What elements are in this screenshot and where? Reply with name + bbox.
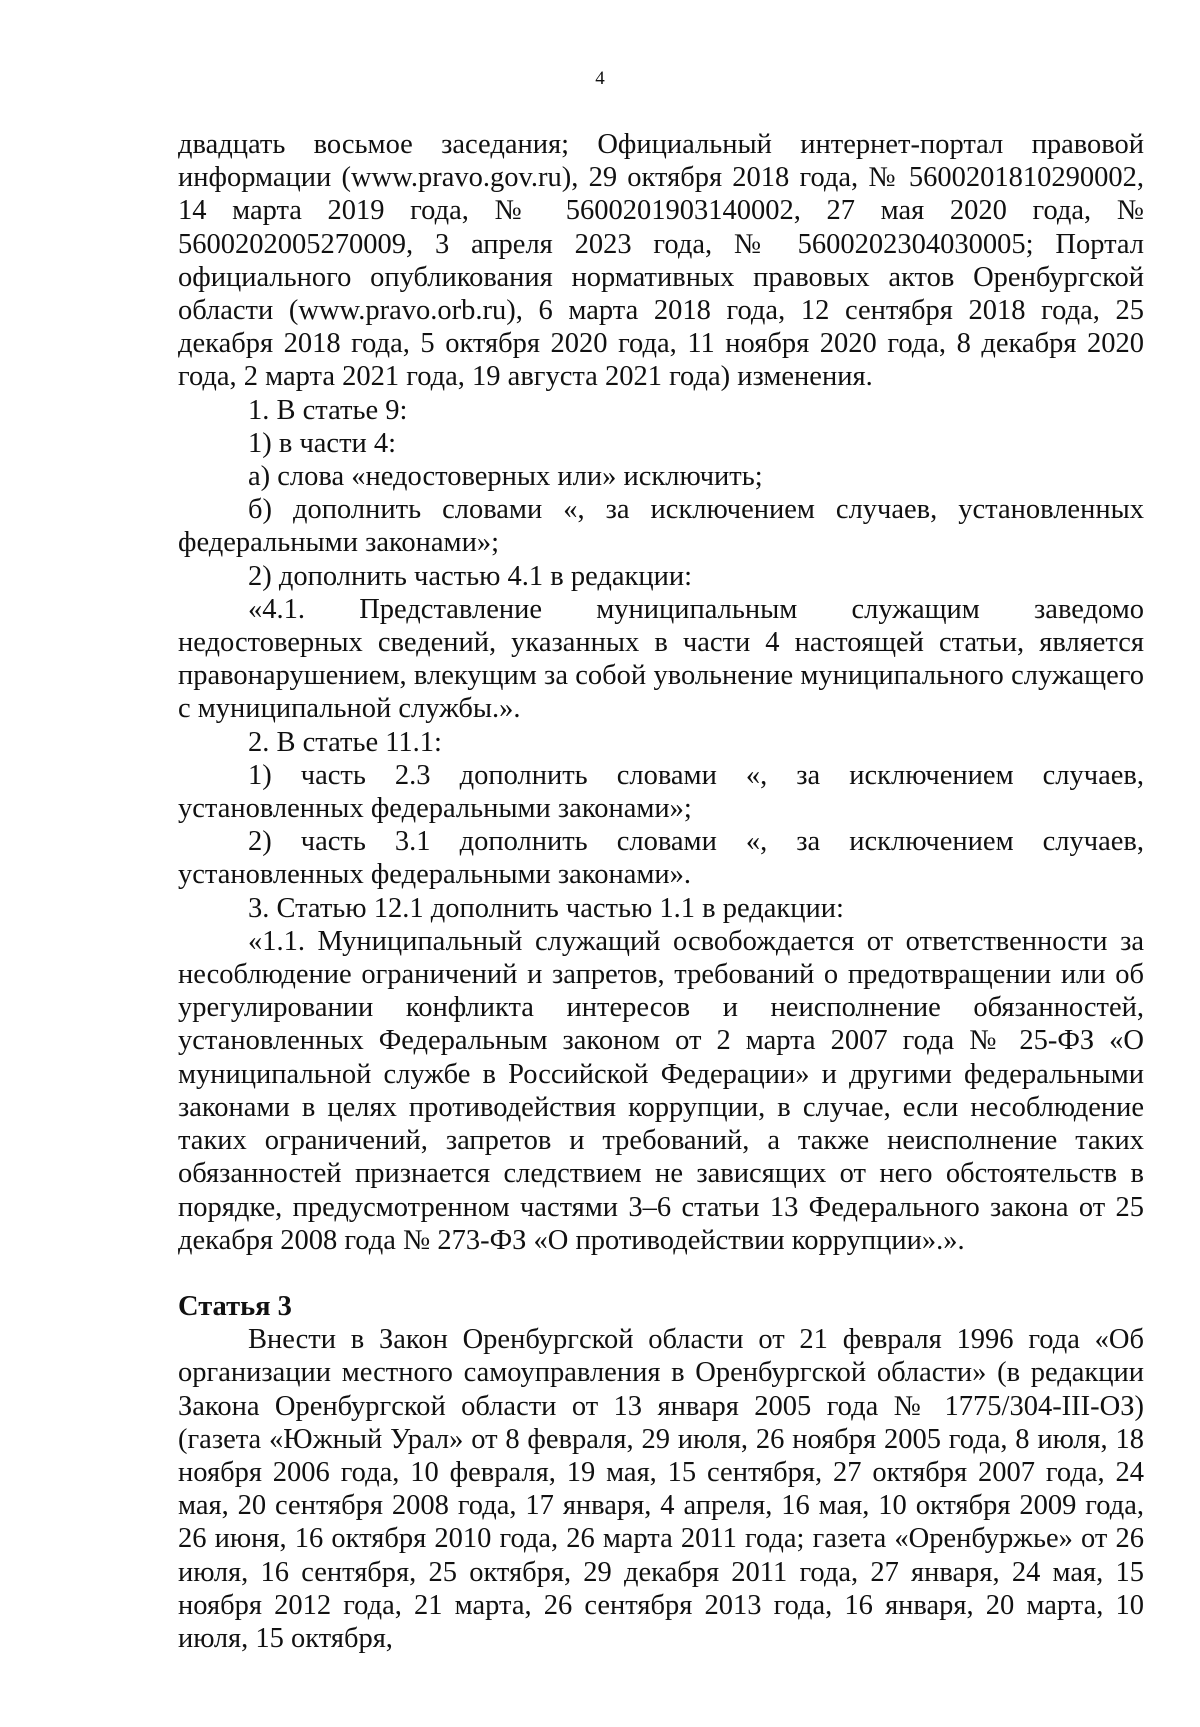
paragraph-quote-4-1: «4.1. Представление муниципальным служащим заведомо недостоверных сведений, указанных в части 4 настоящей статьи, является правонарушением, влекущим за собой увольнение муниципального служащего с муниципальной службы.». [178,593,1144,725]
document-body [178,128,1144,1655]
paragraph-item-2: 2. В статье 11.1: [248,726,442,758]
paragraph-item-1: 1. В статье 9: [248,394,408,426]
paragraph-publication-sources: двадцать восьмое заседания; Официальный интернет-портал правовой информации (www.pravo.gov.ru), 29 октября 2018 года, № 5600201810290002, 14 марта 2019 года, № 5600201903140002, 27 мая 2020 года, № 5600202005270009, 3 апреля 2023 года, № 5600202304030005; Портал официального опубликования нормативных правовых актов Оренбургской области (www.pravo.orb.ru), 6 марта 2018 года, 12 сентября 2018 года, 25 декабря 2018 года, 5 октября 2020 года, 11 ноября 2020 года, 8 декабря 2020 года, 2 марта 2021 года, 19 августа 2021 года) изменения. [178,129,1144,393]
article-3-text: Внести в Закон Оренбургской области от 21 февраля 1996 года «Об организации местного самоуправления в Оренбургской области» (в редакции Закона Оренбургской области от 13 января 2005 года № 1775/304-III-ОЗ) (газета «Южный Урал» от 8 февраля, 29 июля, 26 ноября 2005 года, 8 июля, 18 ноября 2006 года, 10 февраля, 19 мая, 15 сентября, 27 октября 2007 года, 24 мая, 20 сентября 2008 года, 17 января, 4 апреля, 16 мая, 10 октября 2009 года, 26 июня, 16 октября 2010 года, 26 марта 2011 года; газета «Оренбуржье» от 26 июля, 16 сентября, 25 октября, 29 декабря 2011 года, 27 января, 24 мая, 15 ноября 2012 года, 21 марта, 26 сентября 2013 года, 16 января, 20 марта, 10 июля, 15 октября, [178,1324,1144,1654]
article-3-heading: Статья 3 [178,1290,292,1322]
paragraph-item-3: 3. Статью 12.1 дополнить частью 1.1 в редакции: [248,892,844,924]
page-number: 4 [595,68,605,89]
paragraph-subitem-a: а) слова «недостоверных или» исключить; [248,461,763,493]
paragraph-subitem-2-3: 1) часть 2.3 дополнить словами «, за исключением случаев, установленных федеральными законами»; [178,759,1144,825]
paragraph-subitem-3-1: 2) часть 3.1 дополнить словами «, за исключением случаев, установленных федеральными законами». [178,826,1144,891]
paragraph-subitem-b: б) дополнить словами «, за исключением случаев, установленных федеральными законами»; [178,494,1144,559]
paragraph-subitem-2: 2) дополнить частью 4.1 в редакции: [248,560,693,592]
paragraph-quote-1-1: «1.1. Муниципальный служащий освобождается от ответственности за несоблюдение ограничений и запретов, требований о предотвращении или об урегулировании конфликта интересов и неисполнение обязанностей, установленных Федеральным законом от 2 марта 2007 года № 25-ФЗ «О муниципальной службе в Российской Федерации» и другими федеральными законами в целях противодействия коррупции, в случае, если несоблюдение таких ограничений, запретов и требований, а также неисполнение таких обязанностей признается следствием не зависящих от него обстоятельств в порядке, предусмотренном частями 3–6 статьи 13 Федерального закона от 25 декабря 2008 года № 273-ФЗ «О противодействии коррупции».». [178,925,1144,1256]
paragraph-subitem-1: 1) в части 4: [248,427,397,459]
